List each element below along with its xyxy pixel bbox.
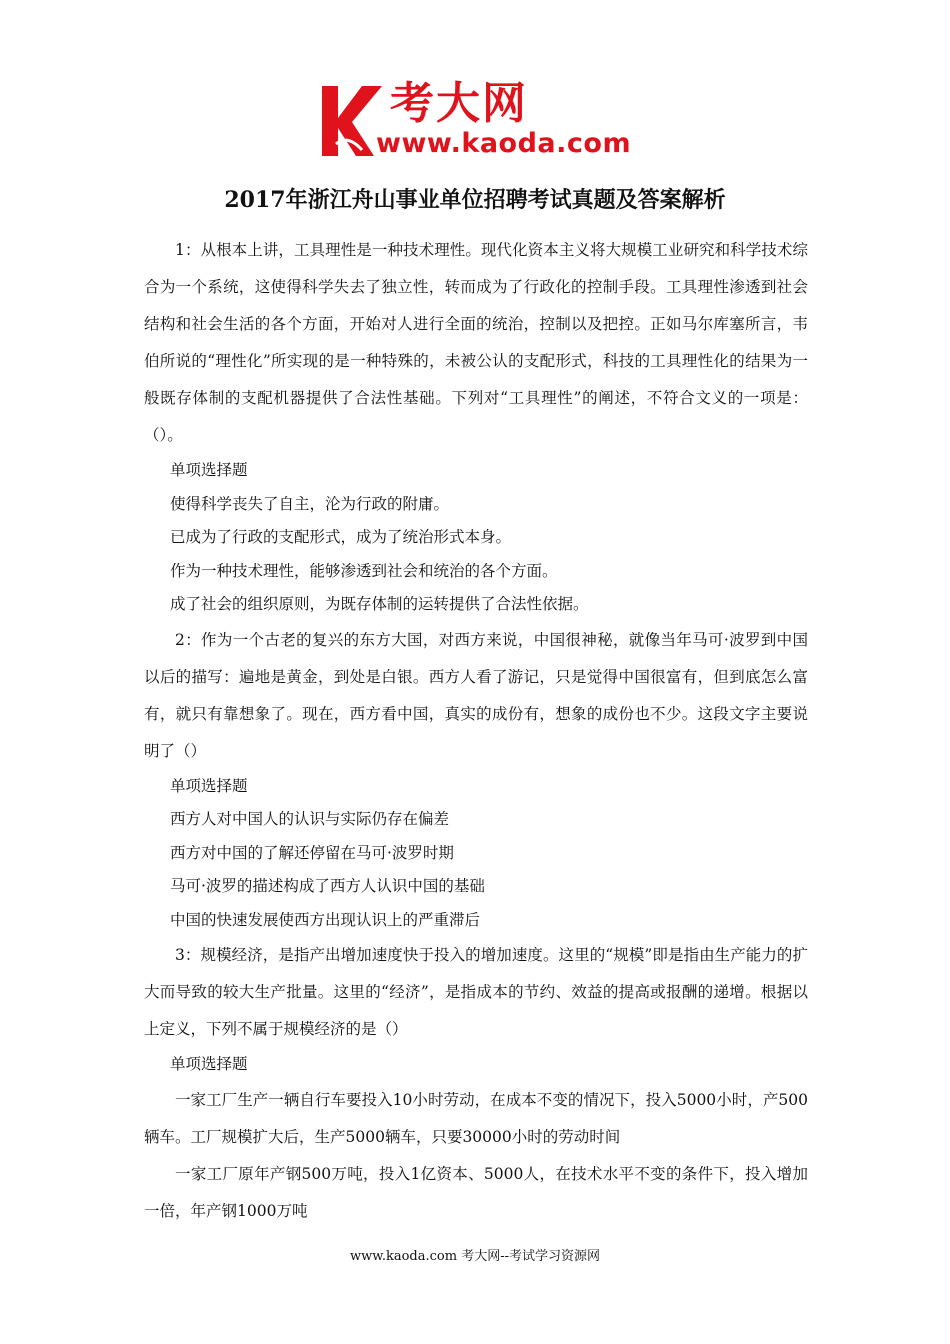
kaoda-logo [318,78,636,162]
question-2-type: 单项选择题 [170,776,248,795]
question-1-type: 单项选择题 [170,461,248,479]
question-1-option-c: 作为一种技术理性，能够渗透到社会和统治的各个方面。 [170,561,558,580]
question-3-type: 单项选择题 [170,1055,248,1073]
question-2-option-b: 西方对中国的了解还停留在马可·波罗时期 [170,843,454,862]
brand-name: 考大网 [390,78,528,129]
question-2-option-d: 中国的快速发展使西方出现认识上的严重滞后 [170,910,481,929]
page-title: 2017年浙江舟山事业单位招聘考试真题及答案解析 [224,187,726,213]
question-2-stem: 2：作为一个古老的复兴的东方大国，对西方来说，中国很神秘，就像当年马可·波罗到中国以后的描写：遍地是黄金，到处是白银。西方人看了游记，只是觉得中国很富有，但到底怎么富有，就只有靠想象了。现在，西方看中国，真实的成份有，想象的成份也不少。这段文字主要说明了（） [144,630,808,760]
question-2-option-c: 马可·波罗的描述构成了西方人认识中国的基础 [170,877,485,895]
question-3-option-b: 一家工厂原年产钢500万吨，投入1亿资本、5000人，在技术水平不变的条件下，投入增加一倍，年产钢1000万吨 [144,1164,808,1220]
question-1-stem: 1：从根本上讲，工具理性是一种技术理性。现代化资本主义将大规模工业研究和科学技术综合为一个系统，这使得科学失去了独立性，转而成为了行政化的控制手段。工具理性渗透到社会结构和社会生活的各个方面，开始对人进行全面的统治，控制以及把控。正如马尔库塞所言，韦伯所说的“理性化”所实现的是一种特殊的，未被公认的支配形式，科技的工具理性化的结果为一般既存体制的支配机器提供了合法性基础。下列对“工具理性”的阐述，不符合文义的一项是：（）。 [144,241,808,444]
question-2-option-a: 西方人对中国人的认识与实际仍存在偏差 [170,810,450,828]
page-footer: www.kaoda.com 考大网--考试学习资源网 [350,1249,600,1264]
brand-url: www.kaoda.com [376,128,632,159]
question-1-option-b: 已成为了行政的支配形式，成为了统治形式本身。 [170,528,512,546]
question-1-option-d: 成了社会的组织原则，为既存体制的运转提供了合法性依据。 [170,595,589,613]
question-3-option-a: 一家工厂生产一辆自行车要投入10小时劳动，在成本不变的情况下，投入5000小时，产500辆车。工厂规模扩大后，生产5000辆车，只要30000小时的劳动时间 [144,1090,808,1146]
question-3-stem: 3：规模经济，是指产出增加速度快于投入的增加速度。这里的“规模”即是指由生产能力的扩大而导致的较大生产批量。这里的“经济”，是指成本的节约、效益的提高或报酬的递增。根据以上定义，下列不属于规模经济的是（） [144,946,808,1038]
question-list [144,232,808,1230]
question-1-option-a: 使得科学丧失了自主，沦为行政的附庸。 [170,494,450,513]
